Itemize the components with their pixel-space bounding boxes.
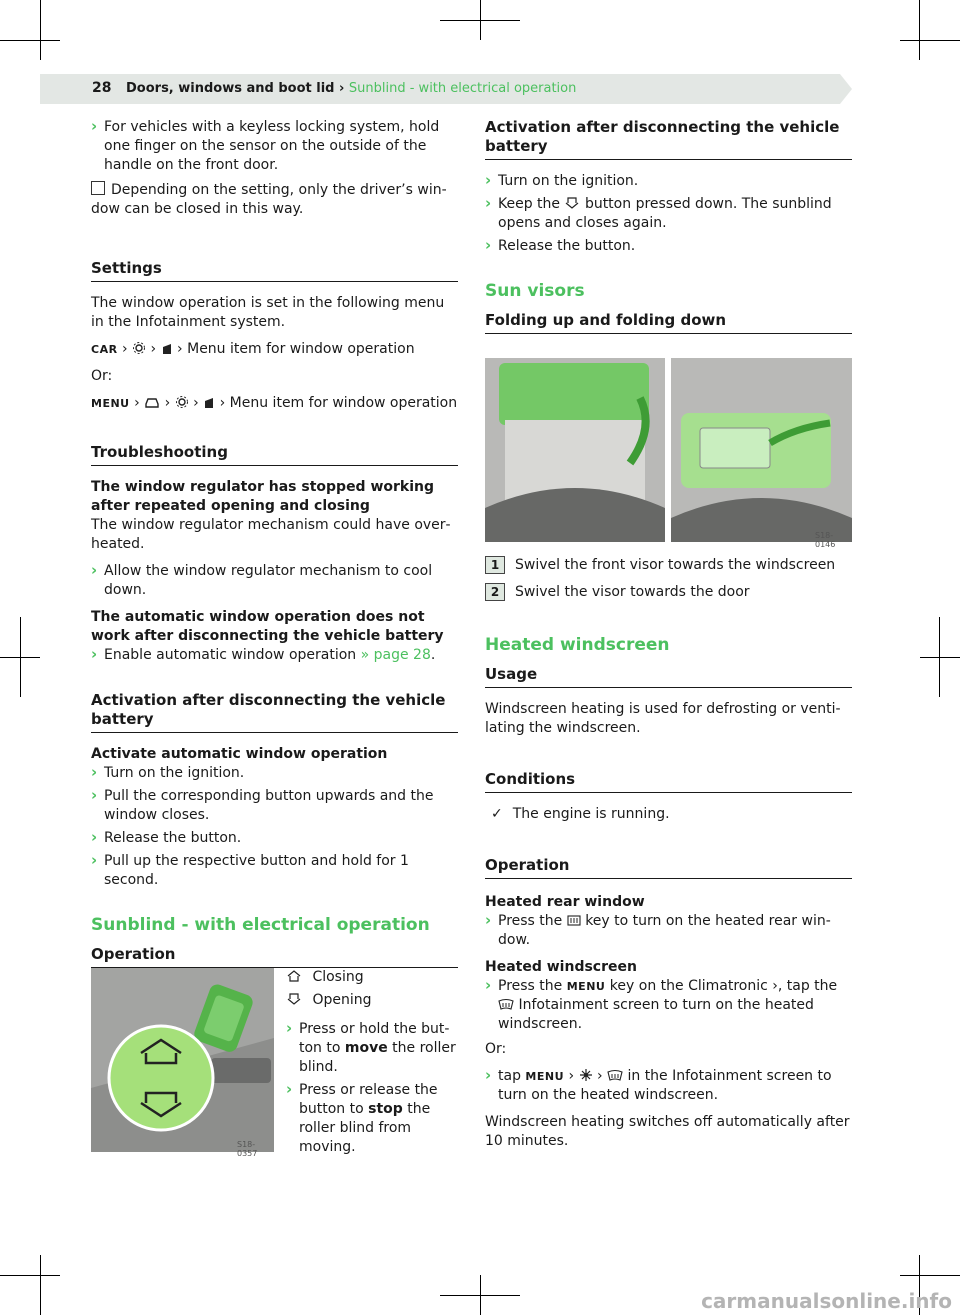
- list-item: › Allow the window regulator mechanism to cool down.: [91, 562, 458, 600]
- subheading: Activate automatic window operation: [91, 746, 388, 762]
- chapter-heading: Sun visors: [485, 281, 585, 301]
- list-item: › Turn on the ignition.: [485, 172, 852, 191]
- menu-path: MENU › › › › Menu item for window operation: [91, 395, 458, 411]
- list-item: [286, 1020, 458, 1077]
- step-number: 1: [485, 556, 505, 574]
- image-code: S18-0146: [815, 531, 836, 549]
- sun-visor-illustration: [485, 358, 852, 542]
- page-number: 28: [92, 80, 112, 96]
- paragraph: Or:: [91, 368, 113, 384]
- car-icon: [144, 397, 160, 409]
- list-item: › Release the button.: [91, 829, 458, 848]
- list-item-text: Press or release the button to: [299, 1082, 438, 1117]
- open-arrow-icon: [286, 992, 302, 1006]
- note-icon: [91, 181, 105, 195]
- section-heading: Settings: [91, 259, 458, 282]
- chapter-heading: Sunblind - with electrical operation: [91, 915, 430, 935]
- menu-path-label: Menu item for window operation: [229, 395, 458, 411]
- section-heading: Activation after disconnecting the vehicle battery: [485, 118, 852, 160]
- section-heading: Usage: [485, 665, 852, 688]
- list-item: › Pull the corresponding button upwards and the window closes.: [91, 787, 458, 825]
- crop-mark: [40, 0, 41, 60]
- header-arrow: [840, 74, 852, 104]
- section-heading: Operation: [485, 856, 852, 879]
- menu-key-icon: MENU: [566, 980, 606, 993]
- list-item-text: Infotainment screen to turn on the heated windscreen.: [498, 997, 814, 1032]
- paragraph: The window operation is set in the following menu in the Infotainment system.: [91, 295, 445, 330]
- crop-mark: [900, 40, 960, 41]
- page-link[interactable]: » page 28: [360, 647, 431, 663]
- chapter-heading: Heated windscreen: [485, 635, 670, 655]
- sunblind-illustration: [91, 968, 274, 1152]
- open-arrow-icon: [564, 196, 580, 210]
- section-heading: Activation after disconnecting the vehicle battery: [91, 691, 458, 733]
- crop-mark: [440, 1295, 520, 1296]
- crop-mark: [440, 20, 520, 21]
- window-icon: [161, 342, 173, 355]
- paragraph: Windscreen heating switches off automatically after 10 minutes.: [485, 1114, 850, 1149]
- list-item-text: the roller blind from moving.: [299, 1101, 431, 1155]
- section-heading: Operation: [91, 945, 458, 968]
- subheading: The window regulator has stopped working after repeated opening and closing: [91, 479, 435, 514]
- sunblind-legend: [286, 968, 458, 1161]
- paragraph: The window regulator mechanism could have overheated.: [91, 517, 451, 552]
- window-icon: [203, 396, 215, 409]
- breadcrumb: [126, 81, 576, 96]
- menu-path: CAR › › › Menu item for window operation: [91, 341, 415, 357]
- sun-visor-image: [485, 358, 852, 549]
- windscreen-heat-icon: [498, 999, 514, 1011]
- close-arrow-icon: [286, 969, 302, 983]
- step-number: 2: [485, 583, 505, 601]
- list-item-text: Press the: [498, 978, 563, 994]
- menu-key-icon: MENU: [91, 397, 130, 410]
- list-item: [485, 195, 852, 233]
- check-icon: ✓: [491, 806, 503, 822]
- gear-icon: [132, 341, 146, 355]
- list-item: › For vehicles with a keyless locking system, hold one finger on the sensor on the outside of the handle on the front door.: [91, 118, 458, 175]
- list-item-text: Press or hold the button to: [299, 1021, 450, 1056]
- breadcrumb-separator: ›: [339, 81, 345, 96]
- section-heading: Conditions: [485, 770, 852, 793]
- crop-mark: [919, 0, 920, 60]
- crop-mark: [0, 657, 40, 658]
- visor-step: [485, 556, 852, 575]
- section-heading: Folding up and folding down: [485, 311, 852, 334]
- left-column: [91, 118, 458, 980]
- section-heading: Troubleshooting: [91, 443, 458, 466]
- crop-mark: [0, 40, 60, 41]
- punctuation: .: [430, 647, 436, 663]
- step-text: Swivel the visor towards the door: [515, 584, 750, 600]
- car-key-icon: CAR: [91, 343, 118, 356]
- crop-mark: [40, 1255, 41, 1315]
- list-item-text: Keep the: [498, 196, 561, 212]
- crop-mark: [0, 1275, 60, 1276]
- menu-key-icon: MENU: [525, 1070, 565, 1083]
- closing-label: Closing: [312, 969, 364, 985]
- crop-mark: [920, 657, 960, 658]
- breadcrumb-chapter[interactable]: Doors, windows and boot lid: [126, 81, 335, 96]
- list-item-text: Enable automatic window operation: [104, 647, 357, 663]
- list-item-text: tap: [498, 1068, 521, 1084]
- note: [91, 181, 458, 219]
- step-text: Swivel the front visor towards the windscreen: [515, 557, 836, 573]
- list-item: [485, 912, 852, 950]
- list-item-text: in the Infotainment screen to turn on the heated windscreen.: [498, 1068, 832, 1103]
- emphasis: stop: [368, 1101, 403, 1117]
- subheading: Heated rear window: [485, 894, 645, 910]
- opening-label: Opening: [312, 992, 372, 1008]
- list-item-text: the roller blind.: [299, 1040, 456, 1075]
- condition-item: [485, 805, 852, 824]
- list-item: › Press the MENU key on the Climatronic ›, tap the Infotainment screen to turn on the heated windscreen.: [485, 977, 852, 1034]
- crop-mark: [900, 1275, 960, 1276]
- gear-icon: [175, 395, 189, 409]
- note-text: Depending on the setting, only the driver’s window can be closed in this way.: [91, 182, 447, 217]
- paragraph: Or:: [485, 1041, 507, 1057]
- breadcrumb-current: Sunblind - with electrical operation: [348, 81, 577, 96]
- list-item-text: button pressed down. The sunblind opens and closes again.: [498, 196, 832, 231]
- windscreen-heat-icon: [607, 1070, 623, 1082]
- list-item-text: Press the: [498, 913, 563, 929]
- right-column: [485, 118, 852, 346]
- emphasis: move: [344, 1040, 388, 1056]
- watermark: carmanualsonline.info: [701, 1289, 952, 1313]
- list-item: [286, 1081, 458, 1157]
- image-code: S18-0357: [237, 1140, 258, 1158]
- fan-icon: [579, 1068, 593, 1082]
- subheading: Heated windscreen: [485, 959, 637, 975]
- list-item: › Release the button.: [485, 237, 852, 256]
- subheading: The automatic window operation does not work after disconnecting the vehicle battery: [91, 609, 444, 644]
- paragraph: Windscreen heating is used for defrosting or ventilating the windscreen.: [485, 701, 841, 736]
- list-item-text: key to turn on the heated rear window.: [498, 913, 831, 948]
- list-item-text: , tap the: [777, 978, 838, 994]
- list-item: [91, 646, 458, 665]
- sunblind-button-image: [91, 968, 274, 1158]
- list-item: › tap MENU › › in the Infotainment screen to turn on the heated windscreen.: [485, 1067, 852, 1105]
- list-item: › Pull up the respective button and hold for 1 second.: [91, 852, 458, 890]
- list-item: › Turn on the ignition.: [91, 764, 458, 783]
- list-item-text: key on the Climatronic: [609, 978, 768, 994]
- menu-path-label: Menu item for window operation: [187, 341, 415, 357]
- right-column-lower: [485, 556, 852, 1159]
- visor-step: [485, 583, 852, 602]
- condition-text: The engine is running.: [512, 806, 670, 822]
- rear-window-heat-icon: [567, 915, 581, 927]
